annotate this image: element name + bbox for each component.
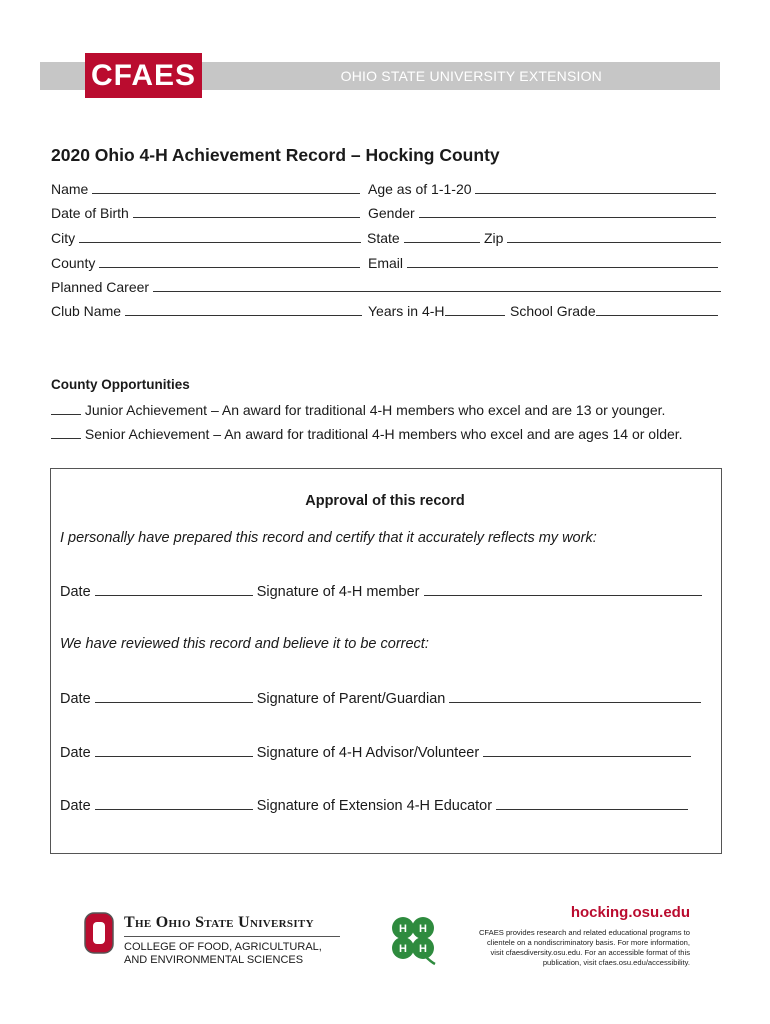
state-label: State [367,230,400,246]
date-line[interactable] [95,583,253,596]
gender-label: Gender [368,205,415,221]
age-field[interactable] [368,181,716,197]
opportunities-heading: County Opportunities [51,377,190,392]
zip-field[interactable] [484,230,721,246]
college-line-2: AND ENVIRONMENTAL SCIENCES [124,954,304,966]
name-line[interactable] [92,181,360,194]
email-field[interactable] [368,255,718,271]
state-field[interactable] [367,230,480,246]
gender-line[interactable] [419,205,716,218]
four-h-clover-icon [389,914,437,966]
name-label: Name [51,181,89,197]
date-line[interactable] [95,744,253,757]
email-label: Email [368,255,404,271]
junior-text: Junior Achievement – An award for traditional 4-H members who excel and are 13 or younger. [84,402,666,418]
signature-line[interactable] [424,583,702,596]
years-in-4h-field[interactable] [368,303,505,319]
city-field[interactable] [51,230,361,246]
signature-line[interactable] [483,744,691,757]
gender-field[interactable] [368,205,716,221]
school-grade-label: School Grade [510,303,596,319]
university-divider [124,936,340,937]
college-line-1: COLLEGE OF FOOD, AGRICULTURAL, [124,941,322,953]
county-label: County [51,255,96,271]
cfaes-logo: CFAES [85,53,202,98]
signature-line[interactable] [496,797,688,810]
block-o-icon [84,912,114,954]
zip-label: Zip [484,230,504,246]
senior-text: Senior Achievement – An award for traditional 4-H members who excel and are ages 14 or older. [84,426,683,442]
signature-line[interactable] [449,690,701,703]
educator-signature-row[interactable] [60,797,688,814]
approval-title: Approval of this record [305,493,465,509]
date-line[interactable] [95,797,253,810]
county-field[interactable] [51,255,360,271]
signature-label: Signature of Parent/Guardian [256,691,446,707]
planned-career-field[interactable] [51,279,721,295]
date-line[interactable] [95,690,253,703]
dob-label: Date of Birth [51,205,129,221]
name-field[interactable] [51,181,360,197]
parent-signature-row[interactable] [60,690,701,707]
opportunity-senior[interactable] [51,426,683,442]
school-grade-line[interactable] [596,303,718,316]
planned-career-label: Planned Career [51,279,150,295]
date-label: Date [60,691,91,707]
date-label: Date [60,798,91,814]
signature-label: Signature of Extension 4-H Educator [256,798,493,814]
age-label: Age as of 1-1-20 [368,181,472,197]
email-line[interactable] [407,255,718,268]
member-statement: I personally have prepared this record and certify that it accurately reflects my work: [60,530,597,546]
opportunity-junior[interactable] [51,402,665,418]
website-link[interactable]: hocking.osu.edu [570,904,690,921]
svg-text:H: H [399,943,407,955]
county-line[interactable] [99,255,360,268]
extension-label: OHIO STATE UNIVERSITY EXTENSION [340,68,602,84]
svg-text:H: H [419,923,427,935]
school-grade-field[interactable] [510,303,718,319]
svg-text:H: H [419,943,427,955]
city-label: City [51,230,76,246]
years-in-4h-label: Years in 4-H [368,303,445,319]
disclaimer-text: CFAES provides research and related educational programs to clientele on a nondiscriminatory basis. For more information, visit cfaesdiversity.osu.edu. For an accessible format of this publication, visit cfaes.osu.edu/accessibility. [478,928,690,967]
club-name-field[interactable] [51,303,362,319]
date-label: Date [60,745,91,761]
years-in-4h-line[interactable] [445,303,505,316]
dob-field[interactable] [51,205,360,221]
city-line[interactable] [79,230,361,243]
signature-label: Signature of 4-H member [256,584,420,600]
member-signature-row[interactable] [60,583,702,600]
dob-line[interactable] [133,205,360,218]
signature-label: Signature of 4-H Advisor/Volunteer [256,745,480,761]
zip-line[interactable] [507,230,721,243]
state-line[interactable] [404,230,480,243]
university-name: The Ohio State University [124,914,314,931]
document-title: 2020 Ohio 4-H Achievement Record – Hocking County [51,145,500,165]
planned-career-line[interactable] [153,279,721,292]
age-line[interactable] [475,181,716,194]
date-label: Date [60,584,91,600]
junior-checkline[interactable] [51,402,81,415]
reviewer-statement: We have reviewed this record and believe it to be correct: [60,636,429,652]
club-name-line[interactable] [125,303,362,316]
svg-text:H: H [399,923,407,935]
advisor-signature-row[interactable] [60,744,691,761]
club-name-label: Club Name [51,303,122,319]
senior-checkline[interactable] [51,426,81,439]
